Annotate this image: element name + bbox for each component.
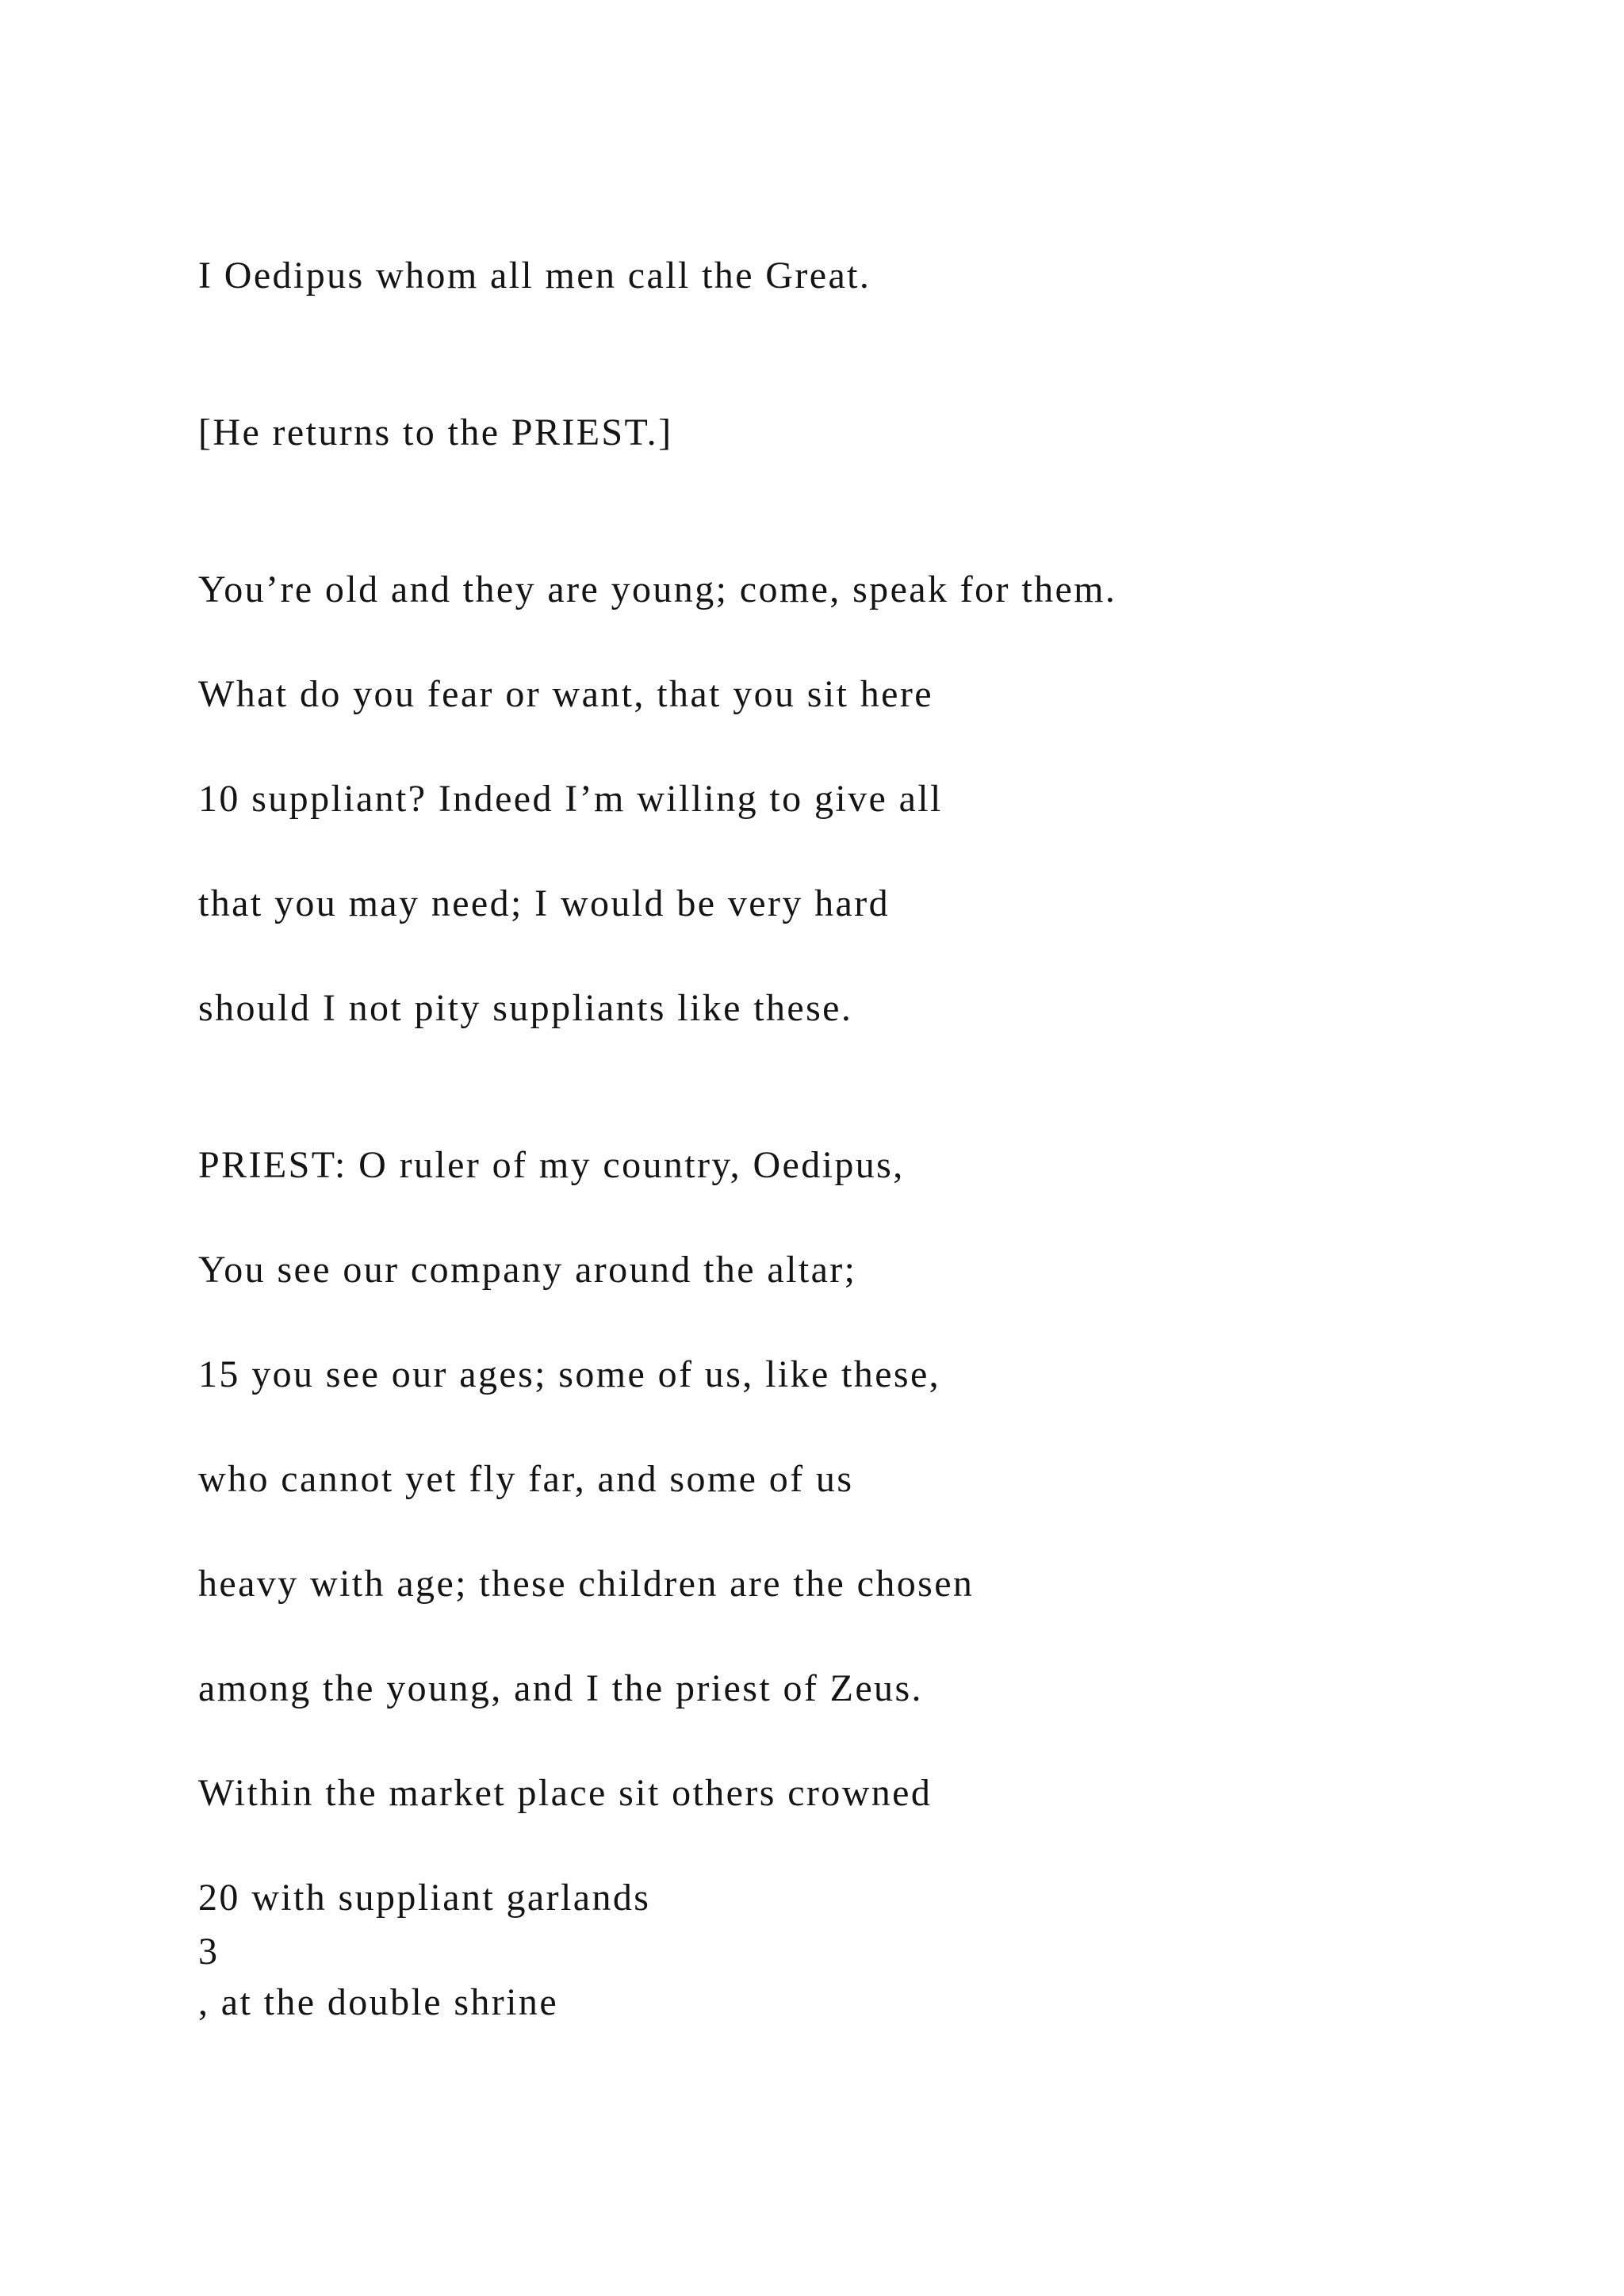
verse-line: You see our company around the altar;	[198, 1249, 857, 1291]
verse-line: should I not pity suppliants like these.	[198, 987, 853, 1029]
verse-line: 20 with suppliant garlands	[198, 1877, 651, 1919]
verse-line: 15 you see our ages; some of us, like these,	[198, 1353, 941, 1395]
footnote-marker: 3	[198, 1931, 220, 1973]
verse-line: Within the market place sit others crowned	[198, 1772, 933, 1814]
verse-line: who cannot yet fly far, and some of us	[198, 1458, 854, 1500]
verse-line: I Oedipus whom all men call the Great.	[198, 254, 871, 297]
verse-line: among the young, and I the priest of Zeus.	[198, 1667, 923, 1709]
verse-line: that you may need; I would be very hard	[198, 882, 891, 924]
verse-line: What do you fear or want, that you sit here	[198, 673, 933, 715]
speaker-line: PRIEST: O ruler of my country, Oedipus,	[198, 1144, 905, 1186]
verse-line: , at the double shrine	[198, 1981, 559, 2023]
verse-line: 10 suppliant? Indeed I’m willing to give all	[198, 778, 943, 820]
stage-direction: [He returns to the PRIEST.]	[198, 411, 673, 453]
verse-line: heavy with age; these children are the chosen	[198, 1563, 975, 1605]
verse-line: You’re old and they are young; come, speak for them.	[198, 568, 1117, 610]
